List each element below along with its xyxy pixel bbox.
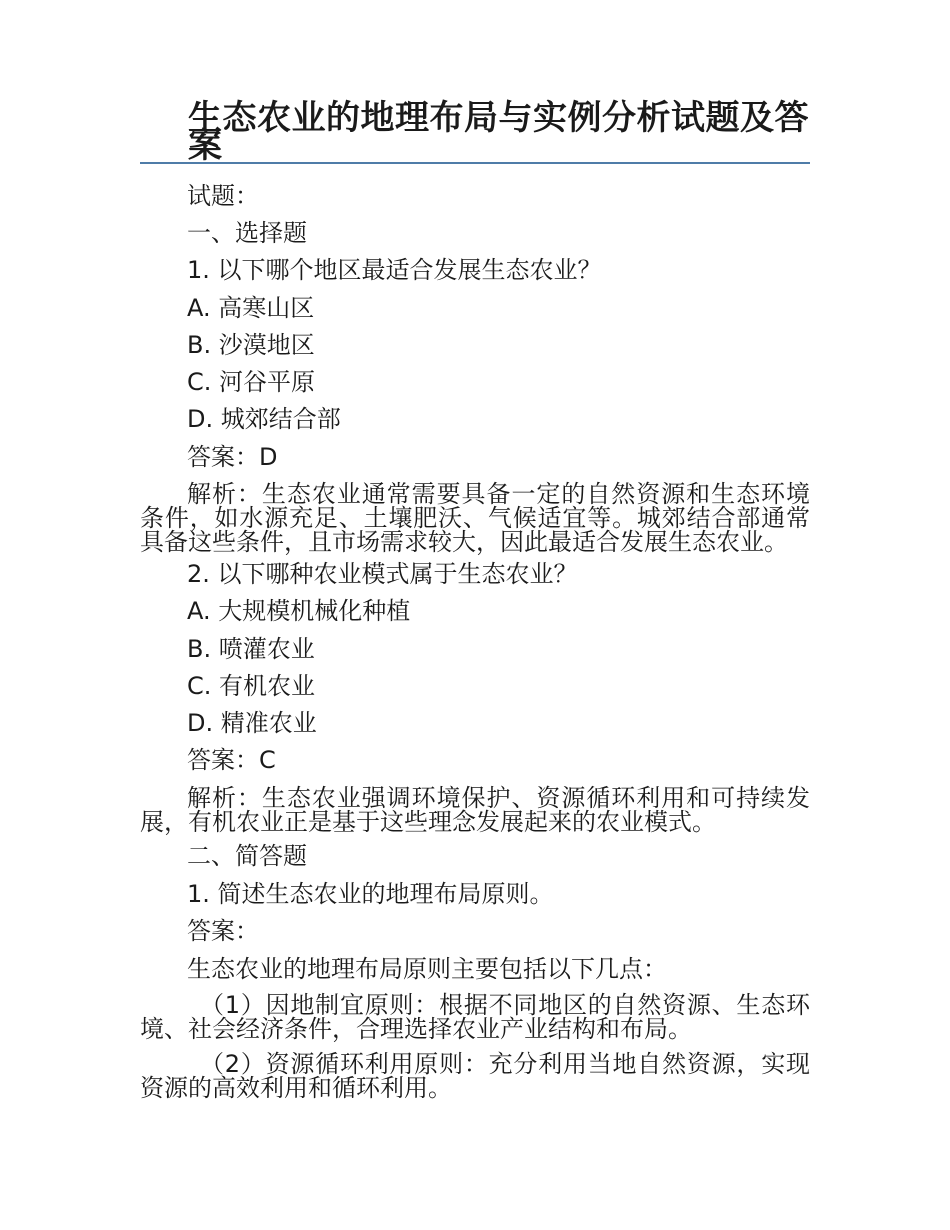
- q2-option-a: A. 大规模机械化种植: [187, 597, 411, 625]
- q1-option-a: A. 高寒山区: [187, 294, 315, 322]
- q1-option-c: C. 河谷平原: [187, 368, 316, 396]
- q2-option-c: C. 有机农业: [187, 672, 316, 700]
- document-title: 生态农业的地理布局与实例分析试题及答案: [188, 98, 809, 166]
- section-heading-short-answer: 二、简答题: [187, 842, 307, 870]
- short-q1-intro: 生态农业的地理布局原则主要包括以下几点：: [187, 955, 667, 983]
- short-q1-answer-label: 答案：: [187, 917, 259, 945]
- q2-explanation: 解析：生态农业强调环境保护、资源循环利用和可持续发展，有机农业正是基于这些理念发展起来的农业模式。: [140, 784, 810, 836]
- title-block: [140, 100, 810, 164]
- short-question-1: 1. 简述生态农业的地理布局原则。: [187, 880, 554, 908]
- q1-explanation: 解析：生态农业通常需要具备一定的自然资源和生态环境条件，如水源充足、土壤肥沃、气候适宜等。城郊结合部通常具备这些条件，且市场需求较大，因此最适合发展生态农业。: [140, 480, 810, 556]
- section-heading-choice: 一、选择题: [187, 219, 307, 247]
- question-2: 2. 以下哪种农业模式属于生态农业？: [187, 560, 578, 588]
- q1-answer: 答案：D: [187, 443, 278, 471]
- q1-option-b: B. 沙漠地区: [187, 331, 315, 359]
- section-label-questions: 试题：: [187, 182, 259, 210]
- q1-option-d: D. 城郊结合部: [187, 405, 341, 433]
- q2-answer: 答案：C: [187, 746, 276, 774]
- principle-2: （2）资源循环利用原则：充分利用当地自然资源，实现资源的高效利用和循环利用。: [140, 1050, 810, 1102]
- q2-option-d: D. 精准农业: [187, 709, 317, 737]
- question-1: 1. 以下哪个地区最适合发展生态农业？: [187, 256, 602, 284]
- principle-1: （1）因地制宜原则：根据不同地区的自然资源、生态环境、社会经济条件，合理选择农业产业结构和布局。: [140, 991, 810, 1043]
- q2-option-b: B. 喷灌农业: [187, 635, 315, 663]
